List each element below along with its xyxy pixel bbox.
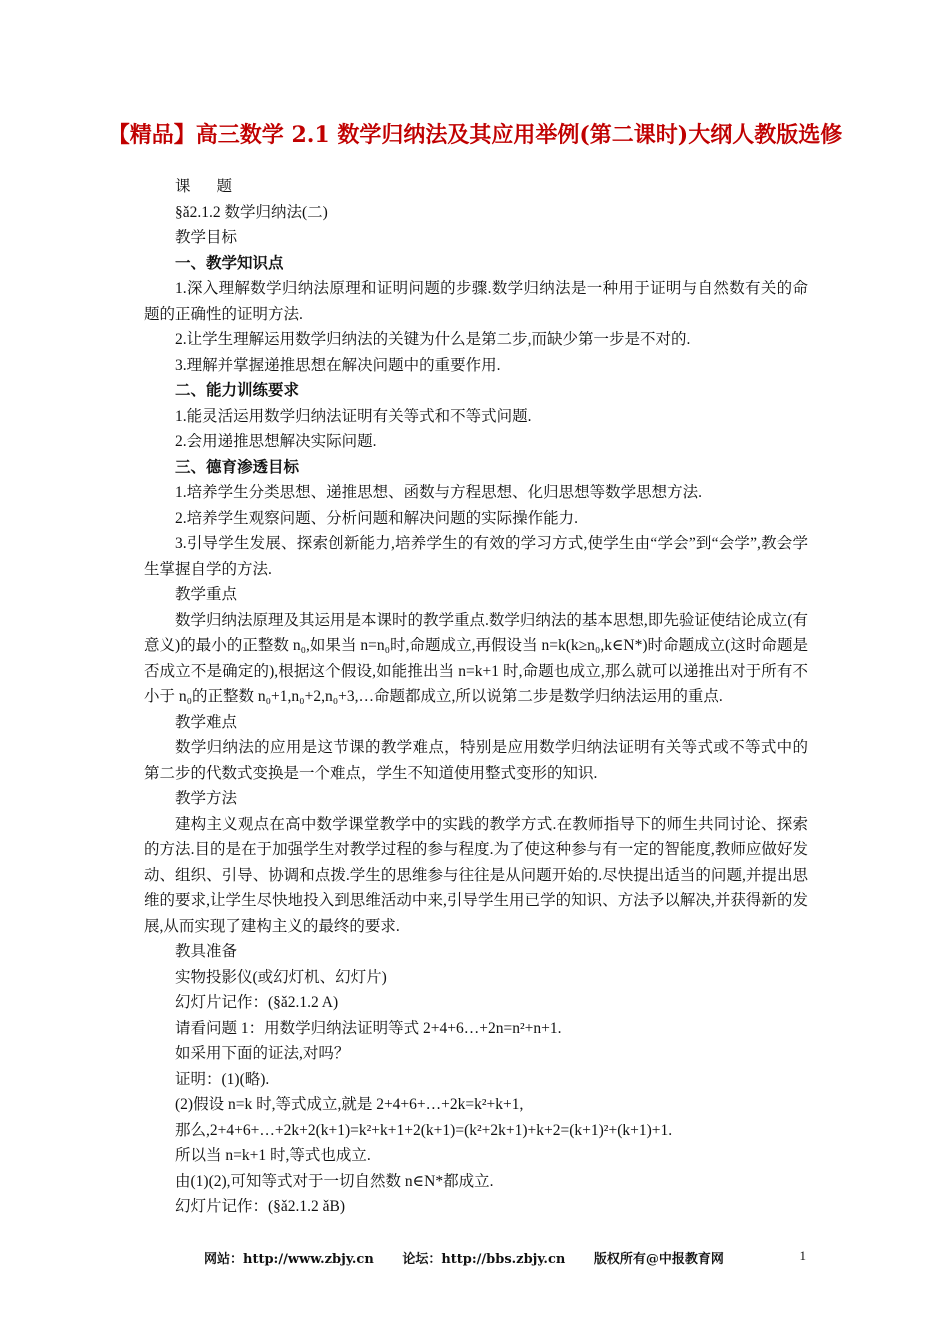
paragraph: 实物投影仪(或幻灯机、幻灯片)	[175, 968, 387, 986]
paragraph: 3.引导学生发展、探索创新能力,培养学生的有效的学习方式,使学生由“学会”到“会学”,教会学生掌握自学的方法.	[144, 535, 808, 578]
materials-heading: 教具准备	[175, 943, 238, 960]
paragraph: 那么,2+4+6+…+2k+2(k+1)=k²+k+1+2(k+1)=(k²+2k+1)+k+2=(k+1)²+(k+1)+1.	[175, 1121, 673, 1139]
subheading-moral: 三、德育渗透目标	[175, 458, 300, 476]
paragraph: 1.能灵活运用数学归纳法证明有关等式和不等式问题.	[175, 407, 532, 425]
course-heading: 课题	[175, 178, 259, 195]
paragraph: 2.会用递推思想解决实际问题.	[175, 433, 377, 450]
teaching-goals-heading: 教学目标	[175, 229, 238, 246]
paragraph: 1.深入理解数学归纳法原理和证明问题的步骤.数学归纳法是一种用于证明与自然数有关的命题的正确性的证明方法.	[144, 280, 808, 323]
paragraph: 3.理解并掌握递推思想在解决问题中的重要作用.	[175, 356, 501, 374]
footer-forum-link[interactable]: 论坛：http://bbs.zbjy.cn	[402, 1252, 566, 1267]
paragraph: (2)假设 n=k 时,等式成立,就是 2+4+6+…+2k=k²+k+1,	[175, 1096, 524, 1113]
paragraph: 数学归纳法原理及其运用是本课时的教学重点.数学归纳法的基本思想,即先验证使结论成立(有意义)的最小的正整数 n₀,如果当 n=n₀时,命题成立,再假设当 n=k(k≥n₀,k∈N*)时命题成立(这时命题是否成立不是确定的),根据这个假设,如能推出当 n=k+1 时,命题也成立,那么就可以递推出对于所有不小于 n₀的正整数 n₀+1,n₀+2,n₀+3,…命题都成立,所以说第二步是数学归纳法运用的重点.	[144, 611, 808, 705]
page-number: 1	[799, 1248, 806, 1263]
document-body	[144, 174, 808, 1220]
paragraph: 幻灯片记作：(§ǎ2.1.2 A)	[175, 994, 339, 1011]
paragraph: 1.培养学生分类思想、递推思想、函数与方程思想、化归思想等数学思想方法.	[175, 484, 703, 501]
paragraph: 如采用下面的证法,对吗？	[175, 1045, 350, 1062]
subheading-knowledge: 一、教学知识点	[175, 254, 284, 272]
section-number: §ǎ2.1.2 数学归纳法(二)	[175, 203, 328, 221]
footer-copyright: 版权所有@中报教育网	[593, 1252, 724, 1267]
key-points-heading: 教学重点	[175, 586, 238, 603]
subheading-ability: 二、能力训练要求	[175, 382, 300, 399]
paragraph: 2.培养学生观察问题、分析问题和解决问题的实际操作能力.	[175, 509, 579, 527]
paragraph: 2.让学生理解运用数学归纳法的关键为什么是第二步,而缺少第一步是不对的.	[175, 331, 691, 348]
footer-site-link[interactable]: 网站：http://www.zbjy.cn	[204, 1252, 374, 1267]
paragraph: 幻灯片记作：(§ǎ2.1.2 ǎB)	[175, 1198, 346, 1215]
paragraph: 请看问题 1：用数学归纳法证明等式 2+4+6…+2n=n²+n+1.	[175, 1019, 562, 1037]
methods-heading: 教学方法	[175, 790, 238, 807]
paragraph: 证明：(1)(略).	[175, 1070, 270, 1088]
difficulties-heading: 教学难点	[175, 713, 238, 731]
paragraph: 所以当 n=k+1 时,等式也成立.	[175, 1147, 371, 1164]
paragraph: 数学归纳法的应用是这节课的教学难点，特别是应用数学归纳法证明有关等式或不等式中的第二步的代数式变换是一个难点，学生不知道使用整式变形的知识.	[144, 739, 808, 782]
paragraph: 建构主义观点在高中数学课堂教学中的实践的教学方式.在教师指导下的师生共同讨论、探索的方法.目的是在于加强学生对教学过程的参与程度.为了使这种参与有一定的智能度,教师应做好发动、组织、引导、协调和点拨.学生的思维参与往往是从问题开始的.尽快提出适当的问题,并提出思维的要求,让学生尽快地投入到思维活动中来,引导学生用已学的知识、方法予以解决,并获得新的发展,从而实现了建构主义的最终的要求.	[144, 815, 808, 935]
page-footer	[204, 1248, 824, 1267]
document-title: 【精品】高三数学 2.1 数学归纳法及其应用举例(第二课时)大纲人教版选修	[107, 122, 843, 148]
paragraph: 由(1)(2),可知等式对于一切自然数 n∈N*都成立.	[175, 1172, 494, 1190]
